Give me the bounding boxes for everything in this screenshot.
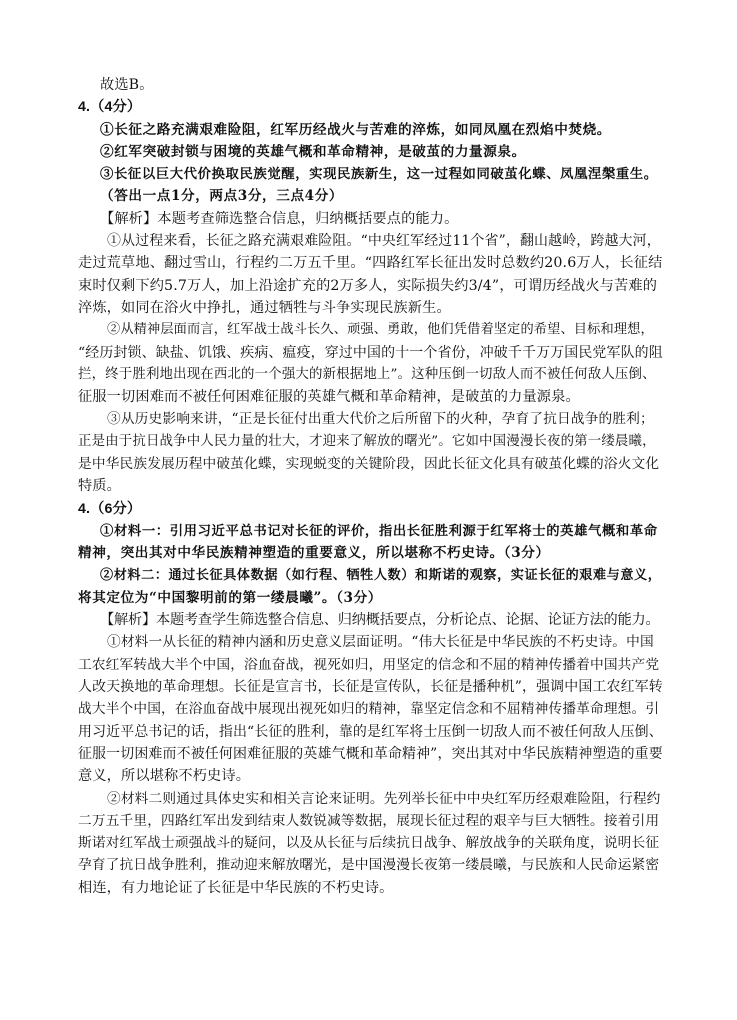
analysis-heading: 【解析】本题考查学生筛选整合信息、归纳概括要点，分析论点、论据、论证方法的能力。 bbox=[100, 612, 660, 629]
document-page bbox=[78, 74, 663, 899]
answer-point-2: ②红军突破封锁与困境的英雄气概和革命精神，是破茧的力量源泉。 bbox=[100, 143, 526, 160]
paragraph-line: 工农红军转战大半个中国，浴血奋战，视死如归，用坚定的信念和不屈的精神传播着中国共产党 bbox=[78, 656, 660, 673]
paragraph-line: 战大半个中国，在浴血奋战中展现出视死如归的精神，靠坚定信念和不屈精神传播革命理想。引 bbox=[78, 701, 660, 718]
paragraph-line: 束时仅剩下约5.7万人，加上沿途扩充的2万多人，实际损失约3/4”，可谓历经战火与苦难的 bbox=[78, 277, 658, 294]
paragraph-line: ①材料一从长征的精神内涵和历史意义层面证明。“伟大长征是中华民族的不朽史诗。中国 bbox=[107, 634, 654, 651]
paragraph-line: 淬炼，如同在浴火中挣扎，通过牺牲与斗争实现民族新生。 bbox=[78, 299, 451, 316]
question-number: 4.（6分） bbox=[78, 500, 142, 517]
paragraph-line: 二万五千里，四路红军出发到结束人数锐减等数据，展现长征过程的艰辛与巨大牺牲。接着引用 bbox=[78, 812, 660, 829]
answer-point-1: ①长征之路充满艰难险阻，红军历经战火与苦难的淬炼，如同凤凰在烈焰中焚烧。 bbox=[100, 121, 611, 138]
answer-point-1: ①材料一：引用习近平总书记对长征的评价，指出长征胜利源于红军将士的英雄气概和革命 bbox=[100, 522, 658, 539]
paragraph-line: 是中华民族发展历程中破茧化蝶，实现蜕变的关键阶段，因此长征文化具有破茧化蝶的浴火文化 bbox=[78, 456, 660, 473]
paragraph-line: 斯诺对红军战士顽强战斗的疑问，以及从长征与后续抗日战争、解放战争的关联角度，说明长征 bbox=[78, 835, 660, 852]
paragraph-line: 孕育了抗日战争胜利，推动迎来解放曙光，是中国漫漫长夜第一缕晨曦，与民族和人民命运紧密 bbox=[78, 857, 660, 874]
answer-point-2-cont: 将其定位为“中国黎明前的第一缕晨曦”。（3分） bbox=[78, 589, 382, 606]
question-number: 4.（4分） bbox=[78, 99, 142, 116]
answer-conclusion: 故选B。 bbox=[100, 77, 154, 93]
answer-point-3: ③长征以巨大代价换取民族觉醒，实现民族新生，这一过程如同破茧化蝶、凤凰涅槃重生。 bbox=[100, 166, 658, 183]
paragraph-line: 正是由于抗日战争中人民力量的壮大，才迎来了解放的曙光”。它如中国漫漫长夜的第一缕晨曦， bbox=[78, 433, 656, 449]
paragraph-line: 走过荒草地、翻过雪山，行程约二万五千里。“四路红军长征出发时总数约20.6万人，长征结 bbox=[78, 255, 663, 272]
paragraph-line: 意义，所以堪称不朽史诗。 bbox=[78, 768, 251, 785]
paragraph-line: ①从过程来看，长征之路充满艰难险阻。“中央红军经过11个省”，翻山越岭，跨越大河， bbox=[107, 233, 661, 250]
paragraph-line: 用习近平总书记的话，指出“长征的胜利，靠的是红军将士压倒一切敌人而不被任何敌人压倒、 bbox=[78, 723, 663, 740]
paragraph-line: 人改天换地的革命理想。长征是宣言书，长征是宣传队，长征是播种机”，强调中国工农红军转 bbox=[78, 679, 663, 696]
paragraph-line: 征服一切困难而不被任何困难征服的英雄气概和革命精神”，突出其对中华民族精神塑造的重要 bbox=[78, 745, 663, 762]
answer-point-1-cont: 精神，突出其对中华民族精神塑造的重要意义，所以堪称不朽史诗。（3分） bbox=[78, 545, 550, 562]
analysis-heading: 【解析】本题考查筛选整合信息，归纳概括要点的能力。 bbox=[100, 210, 459, 227]
paragraph-line: 拦，终于胜利地出现在西北的一个强大的新根据地上”。这种压倒一切敌人而不被任何敌人压倒、 bbox=[78, 366, 656, 382]
paragraph-line: ③从历史影响来讲，“正是长征付出重大代价之后所留下的火种，孕育了抗日战争的胜利； bbox=[107, 411, 654, 428]
paragraph-line: 征服一切困难而不被任何困难征服的英雄气概和革命精神，是破茧的力量源泉。 bbox=[78, 389, 580, 406]
paragraph-line: “经历封锁、缺盐、饥饿、疾病、瘟疫，穿过中国的十一个省份，冲破千千万万国民党军队的阻 bbox=[78, 344, 663, 361]
scoring-note: （答出一点1分，两点3分，三点4分） bbox=[100, 188, 344, 205]
paragraph-line: 相连，有力地论证了长征是中华民族的不朽史诗。 bbox=[78, 879, 394, 896]
answer-point-2: ②材料二：通过长征具体数据（如行程、牺牲人数）和斯诺的观察，实证长征的艰难与意义， bbox=[100, 567, 662, 583]
paragraph-line: 特质。 bbox=[78, 478, 122, 495]
paragraph-line: ②从精神层面而言，红军战士战斗长久、顽强、勇敢，他们凭借着坚定的希望、目标和理想， bbox=[107, 322, 654, 338]
paragraph-line: ②材料二则通过具体史实和相关言论来证明。先列举长征中中央红军历经艰难险阻，行程约 bbox=[107, 790, 661, 807]
